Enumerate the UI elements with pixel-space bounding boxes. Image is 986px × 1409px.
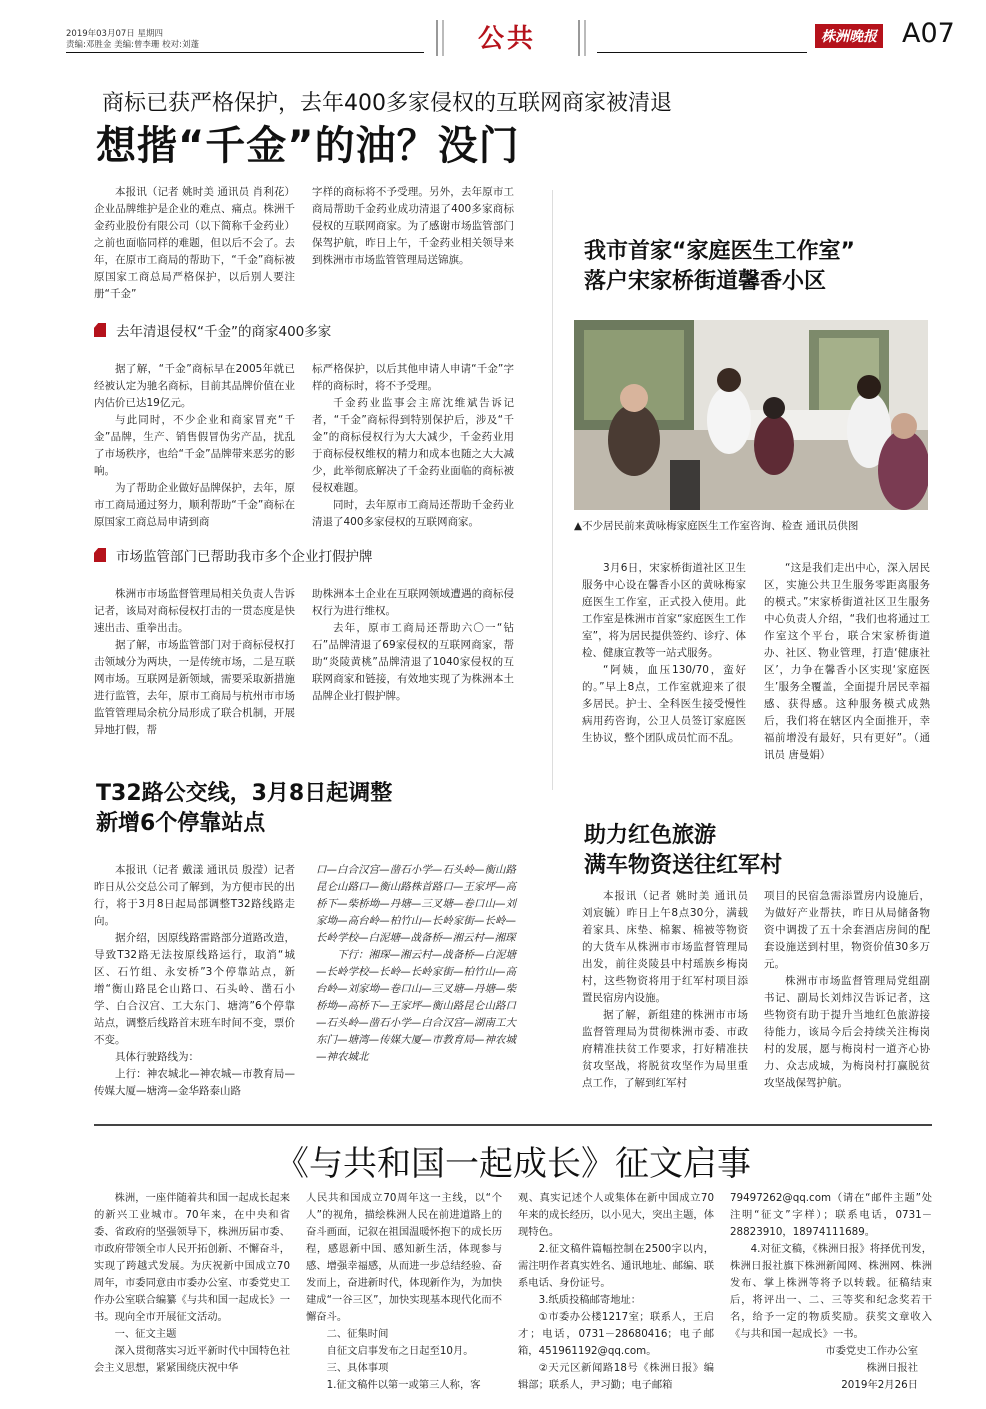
body-para: 具体行驶路线为： <box>115 1051 199 1063</box>
body-para: “阿姨，血压130/70，蛮好的。”早上8点，工作室就迎来了很多居民。护士、全科医生接受慢性病用药咨询，公卫人员签订家庭医生协议，整个团队成员忙而不乱。 <box>582 664 746 744</box>
clinic-photo <box>574 320 928 510</box>
body-para: 标严格保护，以后其他申请人申请“千金”字样的商标时，将不予受理。 <box>312 363 514 392</box>
paper-logo: 株洲晚报 <box>815 24 883 48</box>
route-down: 下行：湘琛—湘云村—战备桥—白泥塘—长岭学校—长岭—长岭家街—柏竹山—高台岭—刘家坳—卷口山—三叉塘—丹塘—柴桥坳—高桥下—王家坪—衡山路昆仑山路口—石头岭—凿石小学—白合汉宫—湖南工大东门—塘湾—传媒大厦—市教育局—神农城—神农城北 <box>316 949 516 1063</box>
masthead-bars-left <box>436 20 444 56</box>
body-para: 人民共和国成立70周年这一主线，以“个人”的视角，描绘株洲人民在前进道路上的奋斗画面，记叙在祖国温暖怀抱下的成长历程，感恩新中国、感知新生活，体现参与感、增强幸福感，从而进一步总结经验、奋发而上，奋进新时代，体现新作为，为加快建成“一谷三区”，加快实现基本现代化而不懈奋斗。 <box>306 1192 503 1323</box>
doctor-divider <box>552 190 553 790</box>
body-para: ①市委办公楼1217室；联系人，王启才；电话，0731－28680416；电子邮箱，451961192@qq.com。 <box>518 1311 714 1357</box>
body-para: 据了解，“千金”商标早在2005年就已经被认定为驰名商标，目前其品牌价值在业内估价已达19亿元。 <box>94 363 295 409</box>
lead-para: 字样的商标将不予受理。另外，去年原市工商局帮助千金药业成功清退了400多家商标侵权的互联网商家。为了感谢市场监管部门保驾护航，昨日上午，千金药业相关领导来到株洲市市场监管管理局送锦旗。 <box>312 186 514 266</box>
red-headline-2: 满车物资送往红军村 <box>584 853 783 878</box>
bus-headline-2: 新增6个停靠站点 <box>96 811 266 836</box>
photo-caption: ▲不少居民前来黄咏梅家庭医生工作室咨询、检查 通讯员供图 <box>574 520 859 532</box>
lead-subhead-2 <box>94 545 514 565</box>
masthead-bars-right <box>578 20 586 56</box>
signature-2: 株洲日报社 <box>866 1362 918 1374</box>
sub1-col-1 <box>94 361 295 531</box>
body-para: 79497262@qq.com（请在“邮件主题”处注明“征文”字样）；联系电话，0731－28823910，18974111689。 <box>730 1192 932 1238</box>
masthead-rule-left <box>66 52 424 53</box>
lead-para: 本报讯（记者 姚时美 通讯员 肖利花）企业品牌维护是企业的难点、痛点。株洲千金药业股份有限公司（以下简称千金药业）之前也面临同样的难题，但以后不会了。去年，在原市工商局的帮助下，“千金”商标被原国家工商总局严格保护，以后别人要注册“千金” <box>94 186 295 300</box>
body-para: “这是我们走出中心，深入居民区，实施公共卫生服务零距离服务的模式。”宋家桥街道社区卫生服务中心负责人介绍，“我们也将通过工作室这个平台，联合宋家桥街道办、社区、物业管理，打造‘健康社区’，力争在馨香小区实现‘家庭医生’服务全覆盖，全面提升居民幸福感、获得感。这种服务模式成熟后，我们将在辖区内全面推开，幸福前增没有最好，只有更好”。（通讯员 唐曼娟） <box>764 562 930 761</box>
body-para: 1.征文稿件以第一或第三人称，客 <box>326 1379 481 1391</box>
editor-line: 责编:邓胜金 美编:曾李珊 校对:刘蓬 <box>66 40 199 50</box>
red-col-2 <box>764 888 930 1092</box>
subhead-text: 去年清退侵权“千金”的商家400多家 <box>116 324 332 340</box>
essay-col-3 <box>518 1190 714 1394</box>
masthead <box>0 0 986 60</box>
doctor-headline-2: 落户宋家桥街道馨香小区 <box>584 269 827 294</box>
body-para: ②天元区新闻路18号《株洲日报》编辑部；联系人，尹习勤；电子邮箱 <box>518 1362 714 1391</box>
signature-1: 市委党史工作办公室 <box>825 1345 918 1357</box>
doctor-col-1 <box>582 560 746 747</box>
doctor-col-2 <box>764 560 930 764</box>
body-para: 株洲市市场监督管理局党组副书记、副局长刘炜汉告诉记者，这些物资有助于提升当地红色旅游接待能力，该局今后会持续关注梅岗村的发展，愿与梅岗村一道齐心协力、众志成城，为梅岗村打赢脱贫攻坚战保驾护航。 <box>764 975 930 1089</box>
sub2-col-2 <box>312 586 514 705</box>
body-para: 4.对征文稿，《株洲日报》将择优刊发，株洲日报社旗下株洲新闻网、株洲网、株洲发布、掌上株洲等将予以转载。征稿结束后，将评出一、二、三等奖和纪念奖若干名，给予一定的物质奖励。获奖文章收入《与共和国一起成长》一书。 <box>730 1243 932 1340</box>
date-line: 2019年03月07日 星期四 <box>66 29 163 39</box>
essay-col-1 <box>94 1190 290 1377</box>
body-para: 与此同时，不少企业和商家冒充“千金”品牌，生产、销售假冒伪劣产品，扰乱了市场秩序，也给“千金”品牌带来恶劣的影响。 <box>94 414 295 477</box>
body-para: 株洲市市场监督管理局相关负责人告诉记者，该局对商标侵权打击的一贯态度是快速出击、重拳出击。 <box>94 588 295 634</box>
subhead-text: 市场监管部门已帮助我市多个企业打假护牌 <box>116 549 373 565</box>
body-para: 为了帮助企业做好品牌保护，去年，原市工商局通过努力，顺利帮助“千金”商标在原国家工商总局申请到商 <box>94 482 295 528</box>
page-number: A07 <box>902 18 955 49</box>
body-para: 一、征文主题 <box>114 1328 177 1340</box>
body-para: 去年，原市工商局还帮助六〇一“钻石”品牌清退了69家侵权的互联网商家，帮助“炎陵黄桃”品牌清退了1040家侵权的互联网商家和链接，有效地实现了为株洲本土品牌企业打假护牌。 <box>312 622 514 702</box>
body-para: 二、征集时间 <box>326 1328 389 1340</box>
signature-date: 2019年2月26日 <box>841 1379 918 1391</box>
body-para: 据介绍，因原线路雷路部分道路改造，导致T32路无法按原线路运行，取消“城区、石竹组、永安桥”3个停靠站点，新增“衡山路昆仑山路口、石头岭、凿石小学、白合汉宫、工大东门、塘湾”6个停靠站点，调整后线路首末班车时间不变，票价不变。 <box>94 932 295 1046</box>
body-para: 据了解，新组建的株洲市市场监督管理局为贯彻株洲市委、市政府精准扶贫工作要求，打好精准扶贫攻坚战，将脱贫攻坚作为局里重点工作，了解到红军村 <box>582 1009 748 1089</box>
body-para: 上行：神农城北—神农城—市教育局—传媒大厦—塘湾—金华路泰山路 <box>94 1068 295 1097</box>
sub1-col-2 <box>312 361 514 531</box>
bus-headline-1: T32路公交线，3月8日起调整 <box>96 781 393 806</box>
lead-subhead-1 <box>94 320 514 340</box>
lead-kicker: 商标已获严格保护，去年400多家侵权的互联网商家被清退 <box>102 91 672 116</box>
bus-col-2 <box>316 862 516 1066</box>
subhead-marker-icon <box>94 323 106 337</box>
lead-col-2 <box>312 184 514 269</box>
essay-col-2 <box>306 1190 502 1394</box>
body-para: 2.征文稿件篇幅控制在2500字以内，需注明作者真实姓名、通讯地址、邮编、联系电话、身份证号。 <box>518 1243 714 1289</box>
lead-headline: 想揩“千金”的油？没门 <box>96 123 520 169</box>
red-col-1 <box>582 888 748 1092</box>
doctor-headline-1: 我市首家“家庭医生工作室” <box>584 239 855 264</box>
essay-top-border <box>94 1124 932 1126</box>
clinic-photo-image <box>574 320 928 510</box>
body-para: 深入贯彻落实习近平新时代中国特色社会主义思想，紧紧围绕庆祝中华 <box>94 1345 290 1374</box>
section-label: 公共 <box>478 24 537 54</box>
lead-col-1 <box>94 184 295 303</box>
body-para: 株洲，一座伴随着共和国一起成长起来的新兴工业城市。70年来，在中央和省委、省政府的坚强领导下，株洲历届市委、市政府带领全市人民开拓创新、不懈奋斗，实现了跨越式发展。为庆祝新中国成立70周年，市委同意由市委办公室、市委党史工作办公室联合编纂《与共和国一起成长》一书。现向全市开展征文活动。 <box>94 1192 290 1323</box>
body-para: 自征文启事发布之日起至10月。 <box>326 1345 474 1357</box>
body-para: 项目的民宿急需添置房内设施后，为做好产业帮扶，昨日从局储备物资中调拨了五十余套酒店房间的配套设施送到村里，物资价值30多万元。 <box>764 890 930 970</box>
red-headline-1: 助力红色旅游 <box>584 823 717 848</box>
essay-headline: 《与共和国一起成长》征文启事 <box>275 1144 751 1184</box>
masthead-rule-right <box>597 52 807 53</box>
body-para: 3月6日，宋家桥街道社区卫生服务中心设在馨香小区的黄咏梅家庭医生工作室，正式投入使用。此工作室是株洲市首家“家庭医生工作室”，将为居民提供签约、诊疗、体检、健康宣教等一站式服务。 <box>582 562 746 659</box>
body-para: 观、真实记述个人或集体在新中国成立70年来的成长经历，以小见大，突出主题，体现特色。 <box>518 1192 714 1238</box>
sub2-col-1 <box>94 586 295 739</box>
route-up: 口—白合汉宫—凿石小学—石头岭—衡山路昆仑山路口—衡山路株首路口—王家坪—高桥下—柴桥坳—丹塘—三叉塘—卷口山—刘家坳—高台岭—柏竹山—长岭家街—长岭—长岭学校—白泥塘—战备桥—湘云村—湘琛 <box>316 864 516 944</box>
subhead-marker-icon <box>94 548 106 562</box>
body-para: 千金药业监事会主席沈维斌告诉记者，“千金”商标得到特别保护后，涉及“千金”的商标侵权行为大大减少，千金药业用于商标侵权维权的精力和成本也随之大大减少，此举彻底解决了千金药业面临的商标被侵权难题。 <box>312 397 514 494</box>
body-para: 本报讯（记者 戴漾 通讯员 殷滢）记者昨日从公交总公司了解到，为方便市民的出行，将于3月8日起局部调整T32路线路走向。 <box>94 864 295 927</box>
essay-col-4 <box>730 1190 932 1394</box>
bus-col-1 <box>94 862 295 1100</box>
body-para: 同时，去年原市工商局还帮助千金药业清退了400多家侵权的互联网商家。 <box>312 499 514 528</box>
body-para: 助株洲本土企业在互联网领域遭遇的商标侵权行为进行维权。 <box>312 588 514 617</box>
body-para: 据了解，市场监管部门对于商标侵权打击领域分为两块，一是传统市场，二是互联网市场。互联网是新领域，需要采取新措施进行监管，去年，原市工商局与杭州市市场监管管理局余杭分局形成了联合机制，开展异地打假，帮 <box>94 639 295 736</box>
body-para: 本报讯（记者 姚时美 通讯员 刘宸毓）昨日上午8点30分，满载着家具、床垫、棉絮、棉被等物资的大货车从株洲市市场监督管理局出发，前往炎陵县中村瑶族乡梅岗村，这些物资将用于红军村项目添置民宿房内设施。 <box>582 890 748 1004</box>
body-para: 三、具体事项 <box>326 1362 389 1374</box>
body-para: 3.纸质投稿邮寄地址： <box>538 1294 642 1306</box>
